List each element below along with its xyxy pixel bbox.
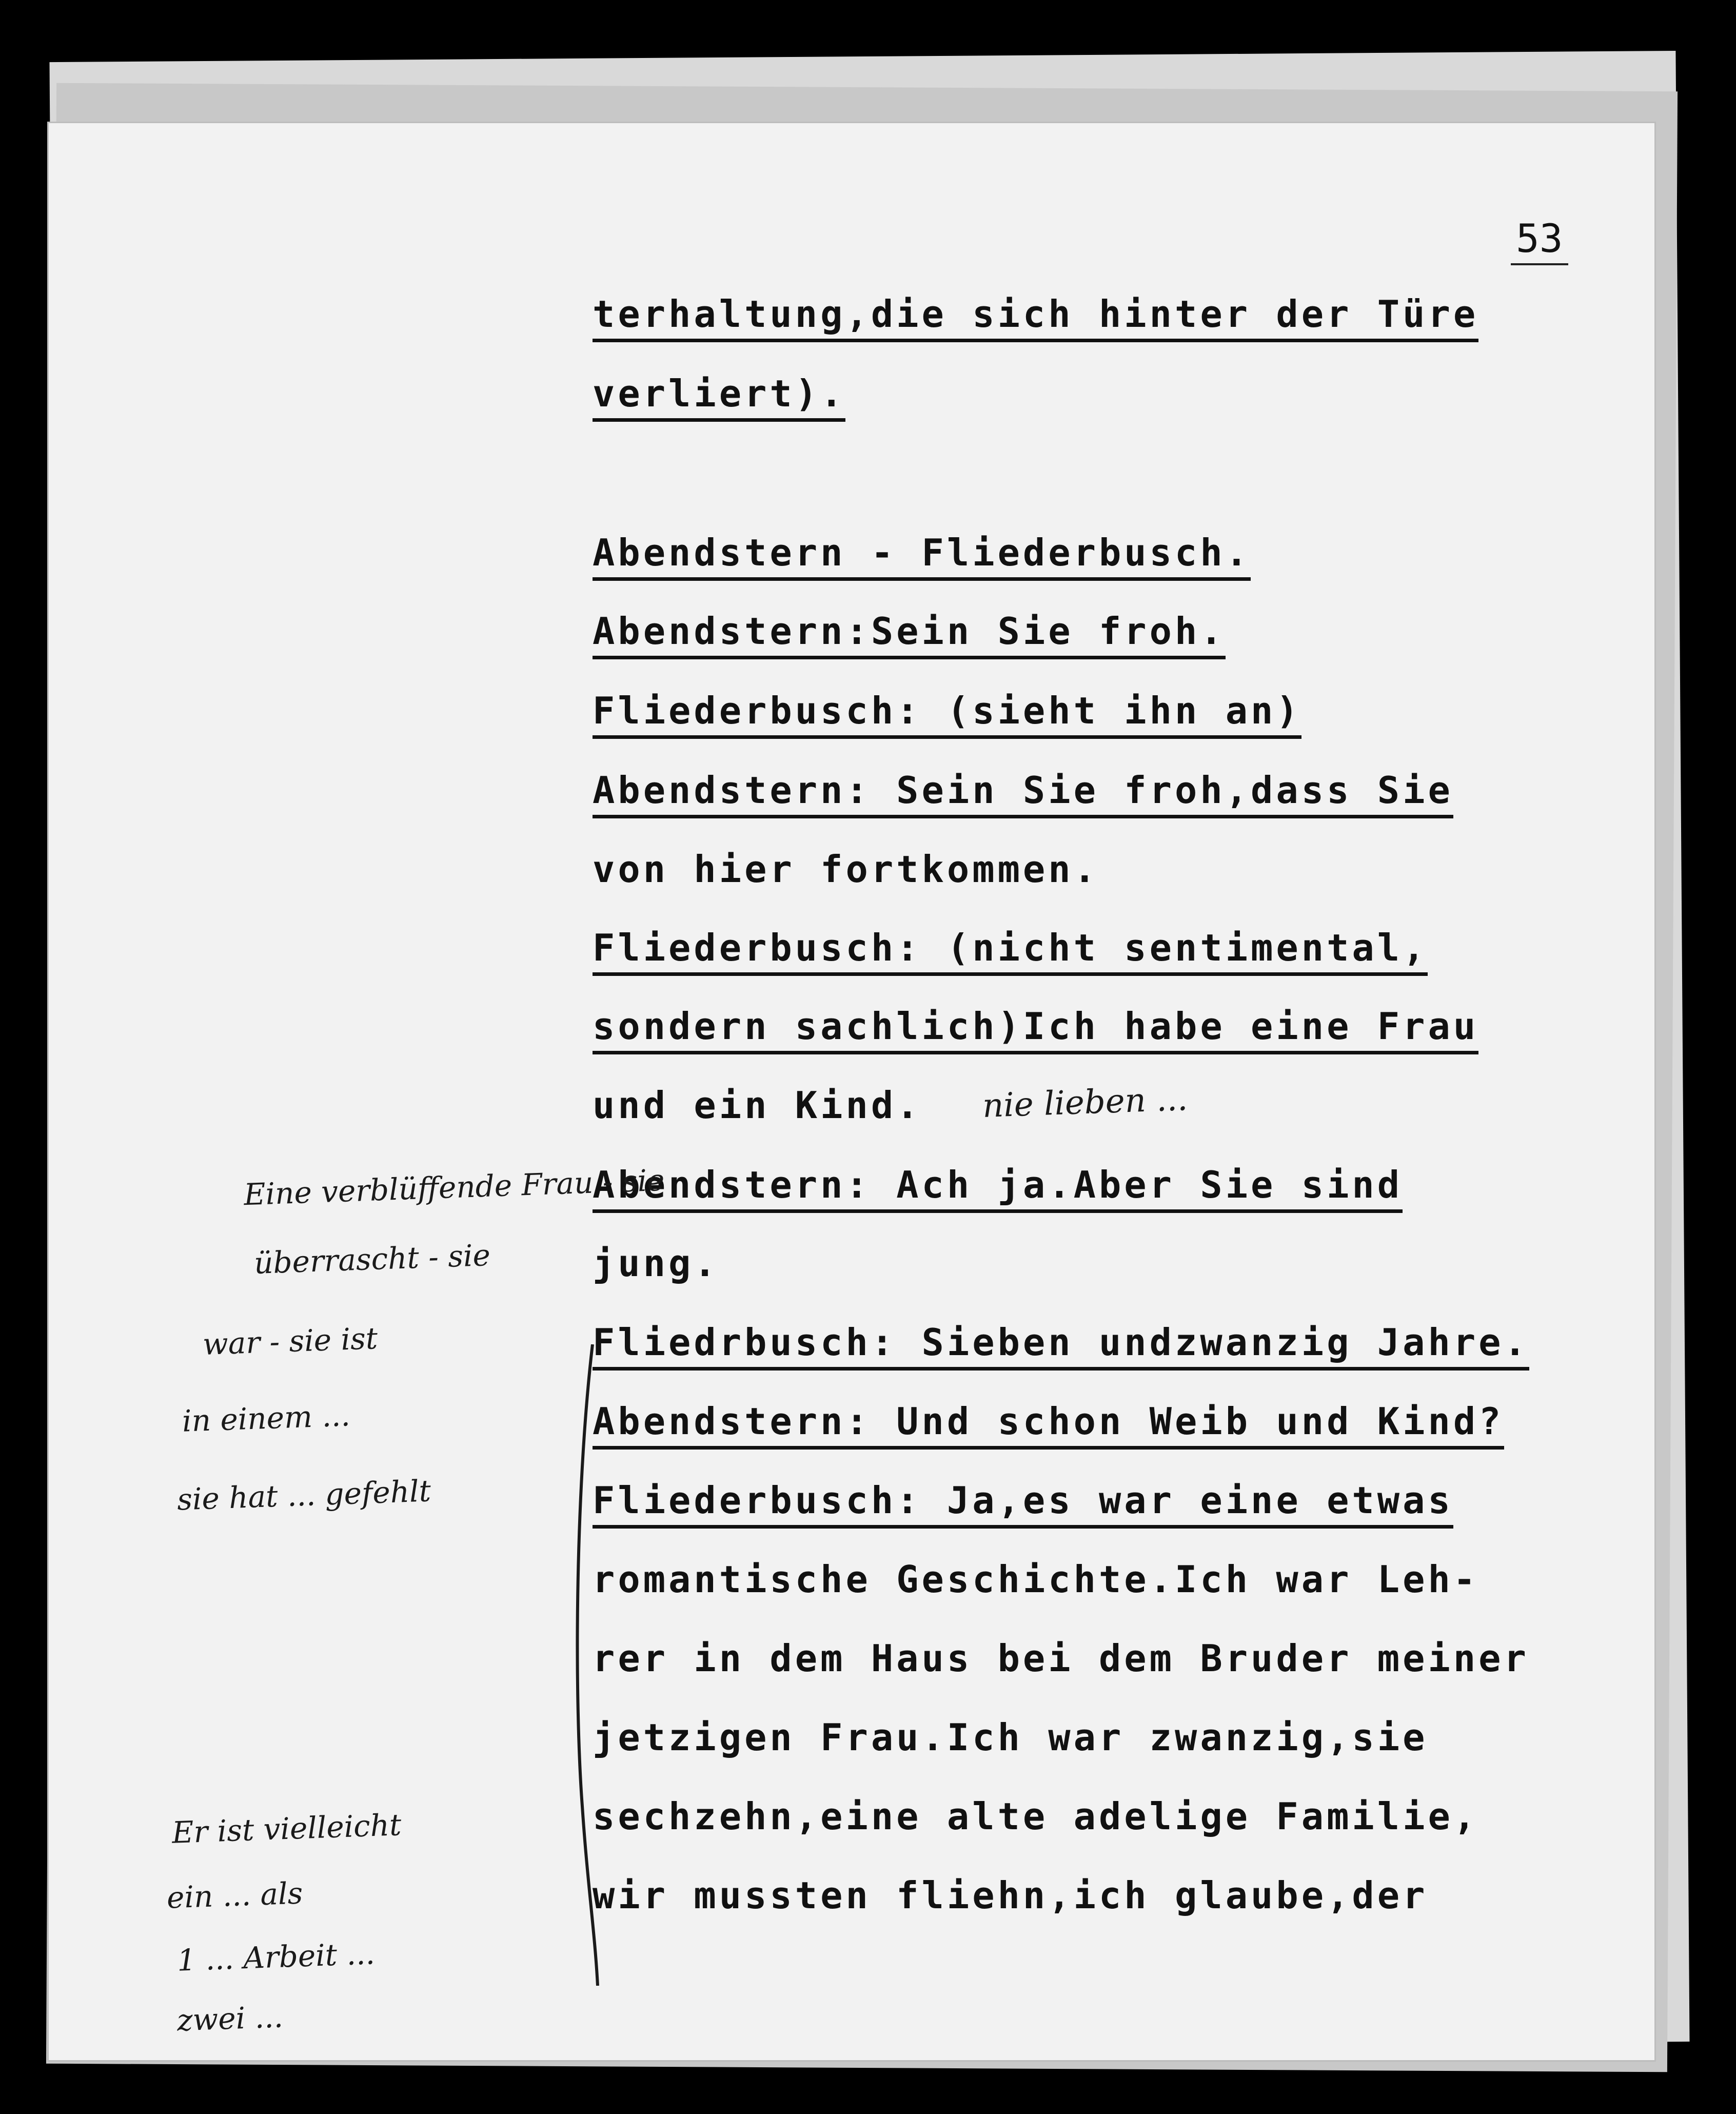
typed-line: Fliederbusch: (nicht sentimental, — [593, 926, 1629, 969]
margin-note: ein ... als — [166, 1875, 304, 1915]
margin-note: zwei ... — [176, 1999, 284, 2038]
typed-line: jung. — [593, 1242, 719, 1285]
typed-line: rer in dem Haus bei dem Bruder meiner — [593, 1637, 1529, 1680]
handwritten-inline-note: nie lieben ... — [981, 1080, 1189, 1125]
typed-line: sondern sachlich)Ich habe eine Frau — [593, 1005, 1629, 1048]
typed-line: Fliedrbusch: Sieben undzwanzig Jahre. — [593, 1321, 1629, 1364]
typed-line: von hier fortkommen. — [593, 848, 1099, 891]
typed-line: Abendstern: Und schon Weib und Kind? — [593, 1400, 1629, 1443]
margin-note: war - sie ist — [202, 1321, 379, 1362]
typed-line: Abendstern: Ach ja.Aber Sie sind — [593, 1163, 1629, 1206]
margin-note: überrascht - sie — [253, 1237, 491, 1281]
typescript-page — [49, 123, 1654, 2060]
typed-line: verliert). — [593, 372, 1629, 415]
margin-note: Eine verblüffende Frau - sie — [243, 1162, 665, 1212]
page-number: 53 — [1511, 216, 1568, 265]
typed-line: Fliederbusch: Ja,es war eine etwas — [593, 1479, 1629, 1522]
margin-note: in einem ... — [181, 1398, 351, 1439]
typed-line: Abendstern: Sein Sie froh,dass Sie — [593, 769, 1629, 812]
typed-line: und ein Kind. — [593, 1084, 922, 1127]
margin-note: Er ist vielleicht — [171, 1807, 402, 1850]
typed-line: Abendstern - Fliederbusch. — [593, 531, 1629, 574]
typed-line: Abendstern:Sein Sie froh. — [593, 610, 1629, 653]
typed-line: sechzehn,eine alte adelige Familie, — [593, 1795, 1479, 1838]
typed-line: Fliederbusch: (sieht ihn an) — [593, 689, 1629, 732]
margin-bracket-mark — [572, 1344, 603, 1986]
typed-line: wir mussten fliehn,ich glaube,der — [593, 1874, 1428, 1917]
typed-line: terhaltung,die sich hinter der Türe — [593, 292, 1629, 336]
margin-note: 1 ... Arbeit ... — [176, 1936, 376, 1978]
typed-line: jetzigen Frau.Ich war zwanzig,sie — [593, 1716, 1428, 1759]
typed-line: romantische Geschichte.Ich war Leh- — [593, 1558, 1479, 1601]
margin-note: sie hat ... gefehlt — [176, 1473, 432, 1517]
